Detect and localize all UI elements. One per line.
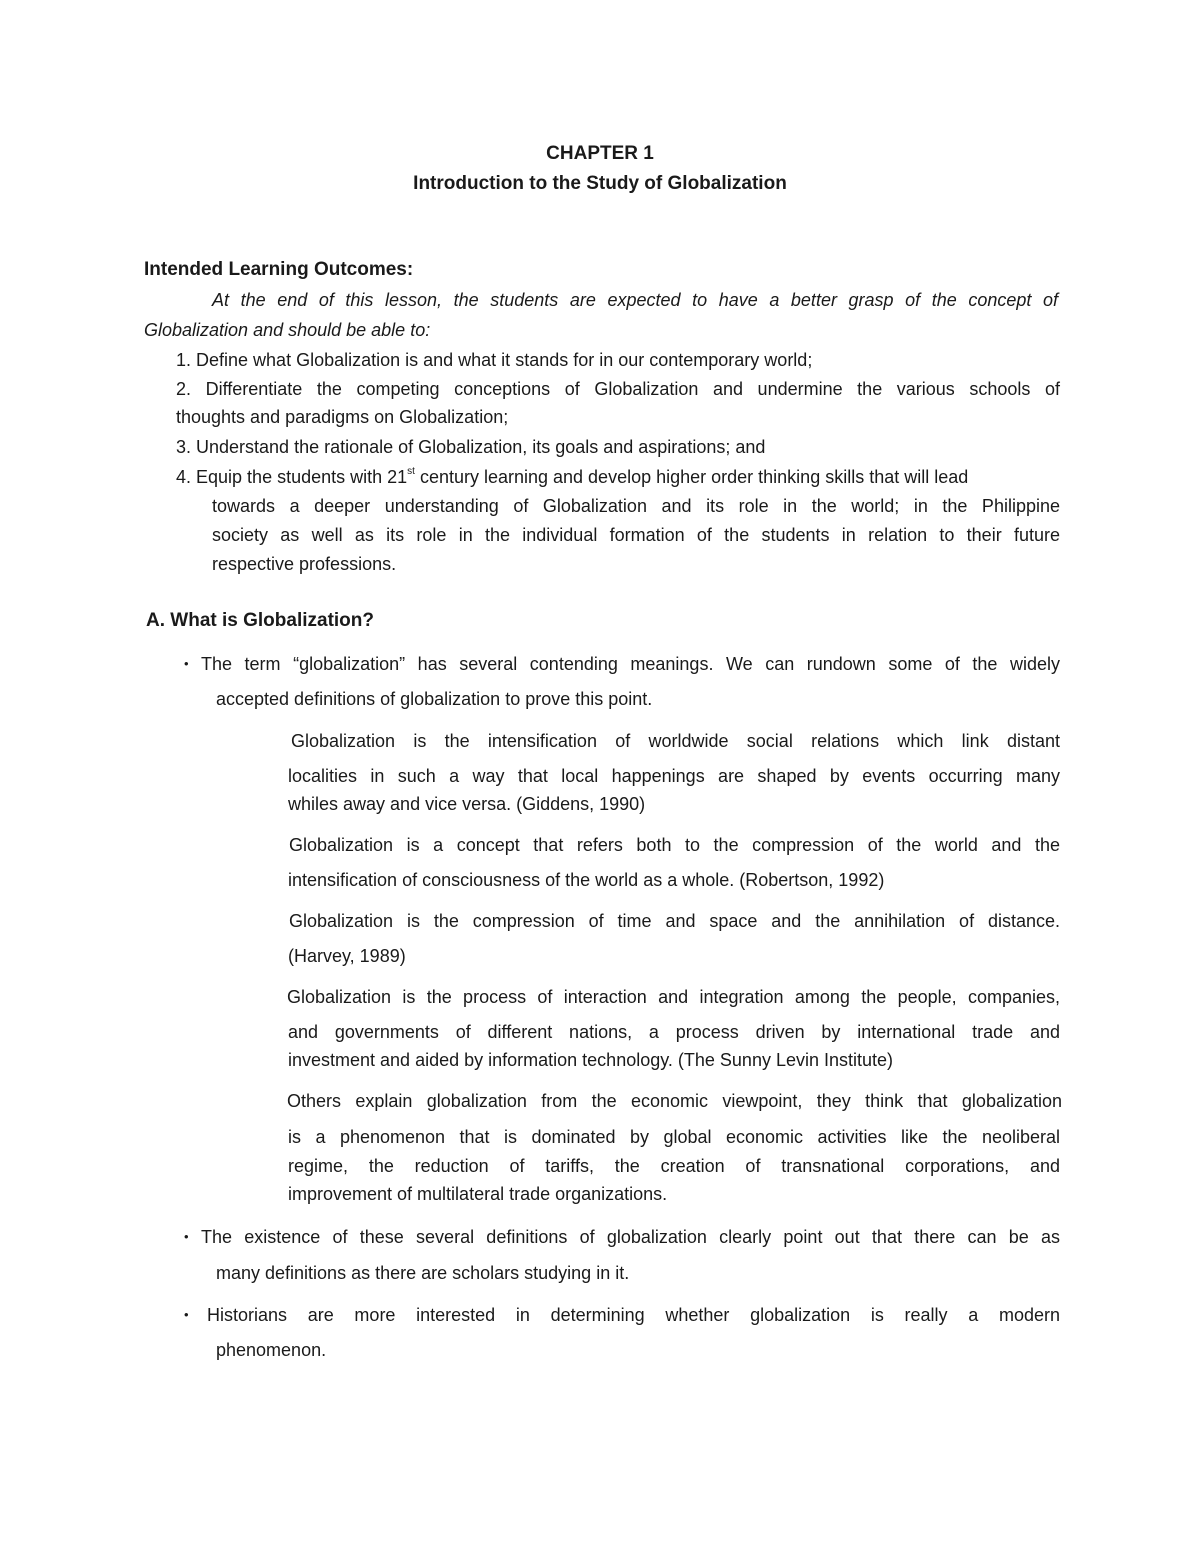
bullet1-line1: The term “globalization” has several contending meanings. We can rundown some of the widely [201, 654, 1060, 674]
outcome-item-4-suffix: century learning and develop higher order thinking skills that will lead [414, 467, 969, 487]
bullet-icon: • [184, 656, 189, 671]
definition-4-line3: investment and aided by information technology. (The Sunny Levin Institute) [288, 1050, 894, 1070]
definition-3-line1: Globalization is the compression of time and space and the annihilation of distance. [289, 911, 1060, 931]
chapter-title: Introduction to the Study of Globalization [413, 173, 787, 194]
outcome-item-2-line2: thoughts and paradigms on Globalization; [176, 407, 509, 427]
outcome-item-4-line2: towards a deeper understanding of Globalization and its role in the world; in the Philippine [212, 496, 1060, 516]
definition-5-line4: improvement of multilateral trade organizations. [288, 1184, 668, 1204]
ordinal-suffix: st [407, 466, 415, 477]
definition-1-line1: Globalization is the intensification of worldwide social relations which link distant [291, 731, 1060, 751]
outcome-item-4-line3: society as well as its role in the individual formation of the students in relation to their future [212, 525, 1060, 545]
definition-5-line3: regime, the reduction of tariffs, the creation of transnational corporations, and [288, 1156, 1060, 1176]
outcomes-intro-line1: At the end of this lesson, the students are expected to have a better grasp of the concept of [212, 290, 1058, 310]
bullet3-line1: Historians are more interested in determining whether globalization is really a modern [207, 1305, 1060, 1325]
outcome-item-4-line1 [176, 466, 968, 488]
definition-1-line3: whiles away and vice versa. (Giddens, 1990) [288, 794, 646, 814]
outcome-item-3: 3. Understand the rationale of Globalization, its goals and aspirations; and [176, 437, 766, 457]
bullet-icon: • [184, 1229, 189, 1244]
bullet-icon: • [184, 1307, 189, 1322]
outcome-item-1: 1. Define what Globalization is and what it stands for in our contemporary world; [176, 350, 813, 370]
outcome-item-4-prefix: 4. Equip the students with 21 [176, 467, 408, 487]
definition-2-line2: intensification of consciousness of the world as a whole. (Robertson, 1992) [288, 870, 885, 890]
bullet2-line1: The existence of these several definitions of globalization clearly point out that there can be as [201, 1227, 1060, 1247]
outcome-item-4-line4: respective professions. [212, 554, 397, 574]
definition-4-line1: Globalization is the process of interaction and integration among the people, companies, [287, 987, 1060, 1007]
definition-5-line1: Others explain globalization from the economic viewpoint, they think that globalization [287, 1091, 1062, 1111]
definition-1-line2: localities in such a way that local happenings are shaped by events occurring many [288, 766, 1060, 786]
bullet3-line2: phenomenon. [216, 1340, 327, 1360]
chapter-number: CHAPTER 1 [546, 143, 654, 164]
definition-2-line1: Globalization is a concept that refers both to the compression of the world and the [289, 835, 1060, 855]
outcome-item-2-line1: 2. Differentiate the competing conceptions of Globalization and undermine the various schools of [176, 379, 1060, 399]
definition-3-line2: (Harvey, 1989) [288, 946, 406, 966]
outcomes-intro-line2: Globalization and should be able to: [144, 320, 431, 340]
bullet1-line2: accepted definitions of globalization to prove this point. [216, 689, 653, 709]
definition-5-line2: is a phenomenon that is dominated by global economic activities like the neoliberal [288, 1127, 1060, 1147]
outcomes-heading: Intended Learning Outcomes: [144, 259, 414, 280]
definition-4-line2: and governments of different nations, a process driven by international trade and [288, 1022, 1060, 1042]
section-a-heading: A. What is Globalization? [146, 610, 374, 631]
bullet2-line2: many definitions as there are scholars studying in it. [216, 1263, 630, 1283]
